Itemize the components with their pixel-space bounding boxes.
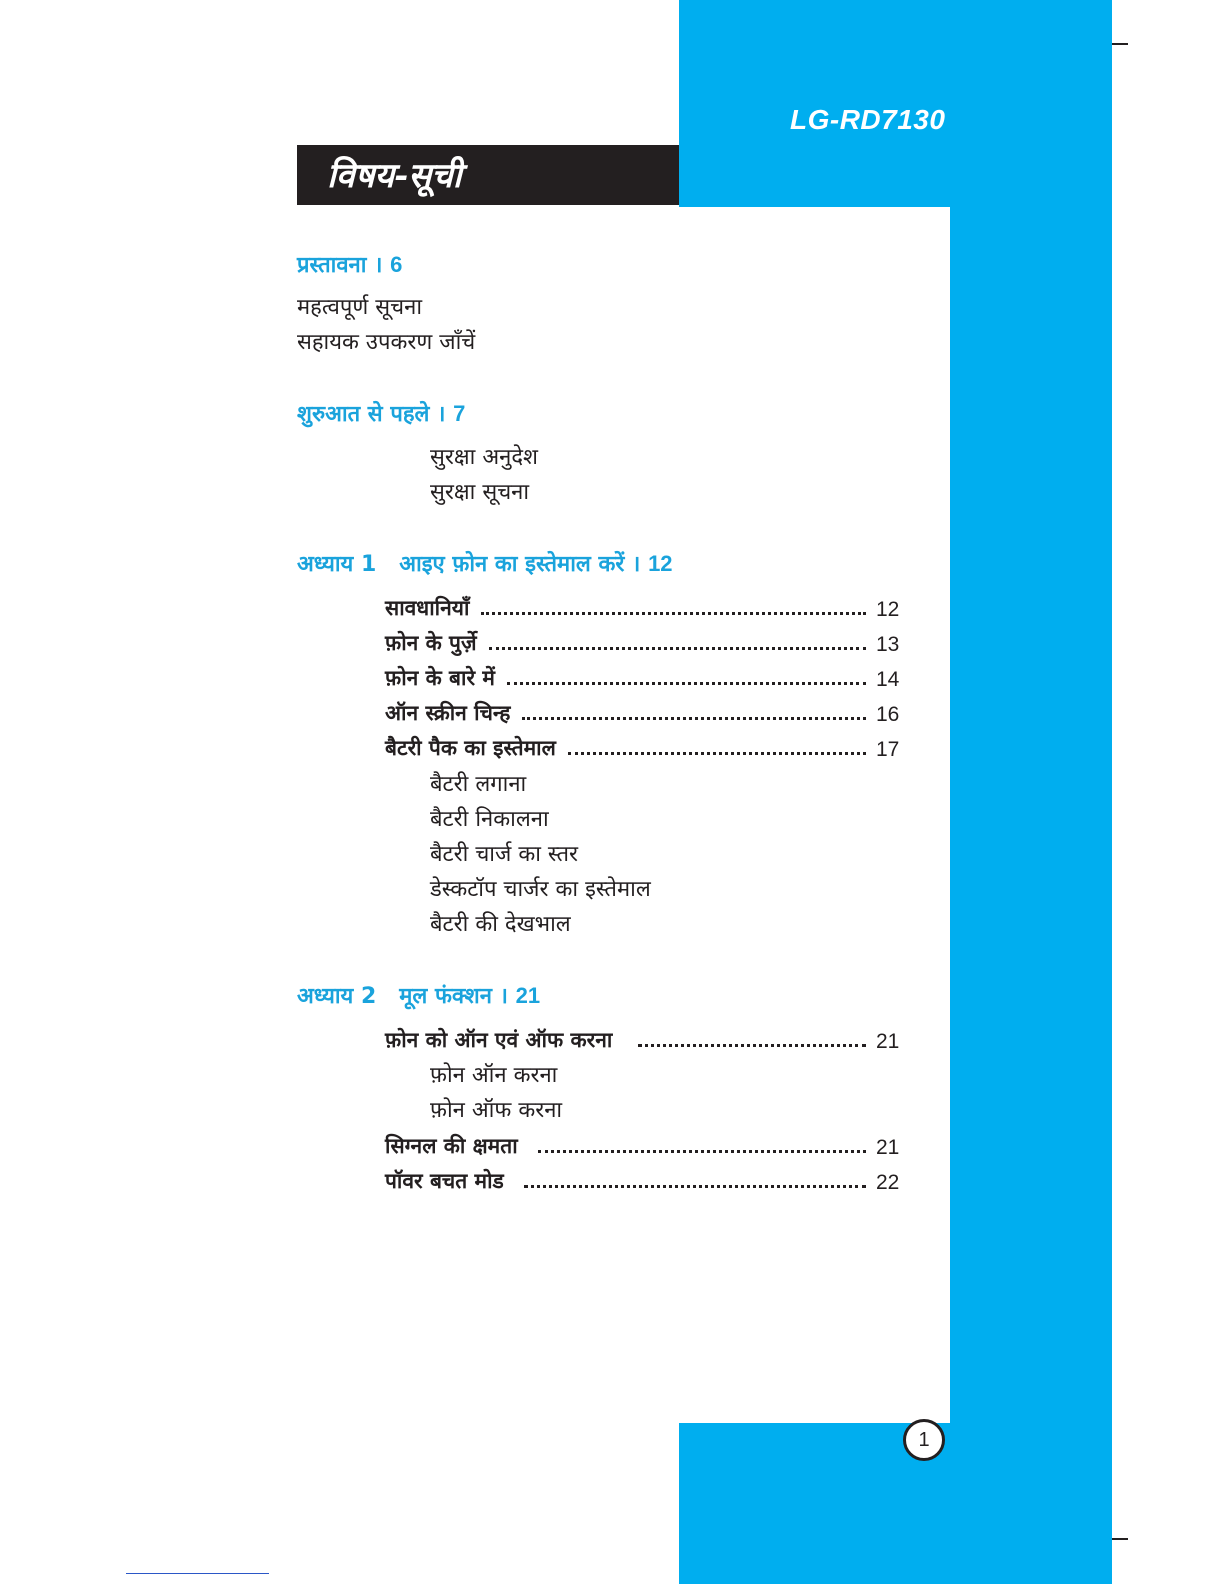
- toc-subitem[interactable]: बैटरी निकालना: [430, 807, 549, 832]
- toc-item-safety-notice[interactable]: सुरक्षा सूचना: [430, 480, 530, 505]
- blue-band-right: [950, 207, 1112, 1584]
- toc-title: विषय-सूची: [327, 156, 462, 196]
- crop-mark-top: [1112, 43, 1128, 45]
- toc-entry[interactable]: फ़ोन के पुर्ज़े 13: [385, 631, 900, 656]
- toc-subitem[interactable]: बैटरी की देखभाल: [430, 912, 571, 937]
- toc-item-check-accessories[interactable]: सहायक उपकरण जाँचें: [297, 330, 476, 355]
- toc-subitem[interactable]: बैटरी चार्ज का स्तर: [430, 842, 579, 867]
- toc-subitem[interactable]: डेस्कटॉप चार्जर का इस्तेमाल: [430, 877, 651, 902]
- toc-entry[interactable]: पॉवर बचत मोड 22: [385, 1169, 900, 1194]
- page-number-badge: 1: [903, 1419, 945, 1461]
- chapter-1-heading[interactable]: अध्याय 1 आइए फ़ोन का इस्तेमाल करें । 12: [297, 551, 673, 577]
- toc-item-safety-instructions[interactable]: सुरक्षा अनुदेश: [430, 445, 538, 470]
- toc-subitem[interactable]: बैटरी लगाना: [430, 772, 527, 797]
- toc-entry[interactable]: बैटरी पैक का इस्तेमाल 17: [385, 736, 900, 761]
- section-heading-before-start[interactable]: शुरुआत से पहले । 7: [297, 401, 466, 427]
- section-heading-intro[interactable]: प्रस्तावना । 6: [297, 252, 403, 278]
- toc-entry[interactable]: फ़ोन को ऑन एवं ऑफ करना 21: [385, 1028, 900, 1053]
- toc-subitem[interactable]: फ़ोन ऑफ करना: [430, 1098, 563, 1123]
- chapter-2-heading[interactable]: अध्याय 2 मूल फंक्शन । 21: [297, 983, 541, 1009]
- toc-entry[interactable]: ऑन स्क्रीन चिन्ह 16: [385, 701, 900, 726]
- toc-item-important-notice[interactable]: महत्वपूर्ण सूचना: [297, 295, 423, 320]
- toc-entry[interactable]: सावधानियाँ 12: [385, 596, 900, 621]
- toc-subitem[interactable]: फ़ोन ऑन करना: [430, 1063, 558, 1088]
- crop-mark-bottom: [1112, 1538, 1128, 1540]
- toc-entry[interactable]: फ़ोन के बारे में 14: [385, 666, 900, 691]
- toc-entry[interactable]: सिग्नल की क्षमता 21: [385, 1134, 900, 1159]
- toc-title-bar: [297, 145, 679, 205]
- footer-rule: [126, 1573, 269, 1574]
- model-name: LG-RD7130: [790, 104, 946, 135]
- blue-band-bottom: [679, 1423, 1112, 1584]
